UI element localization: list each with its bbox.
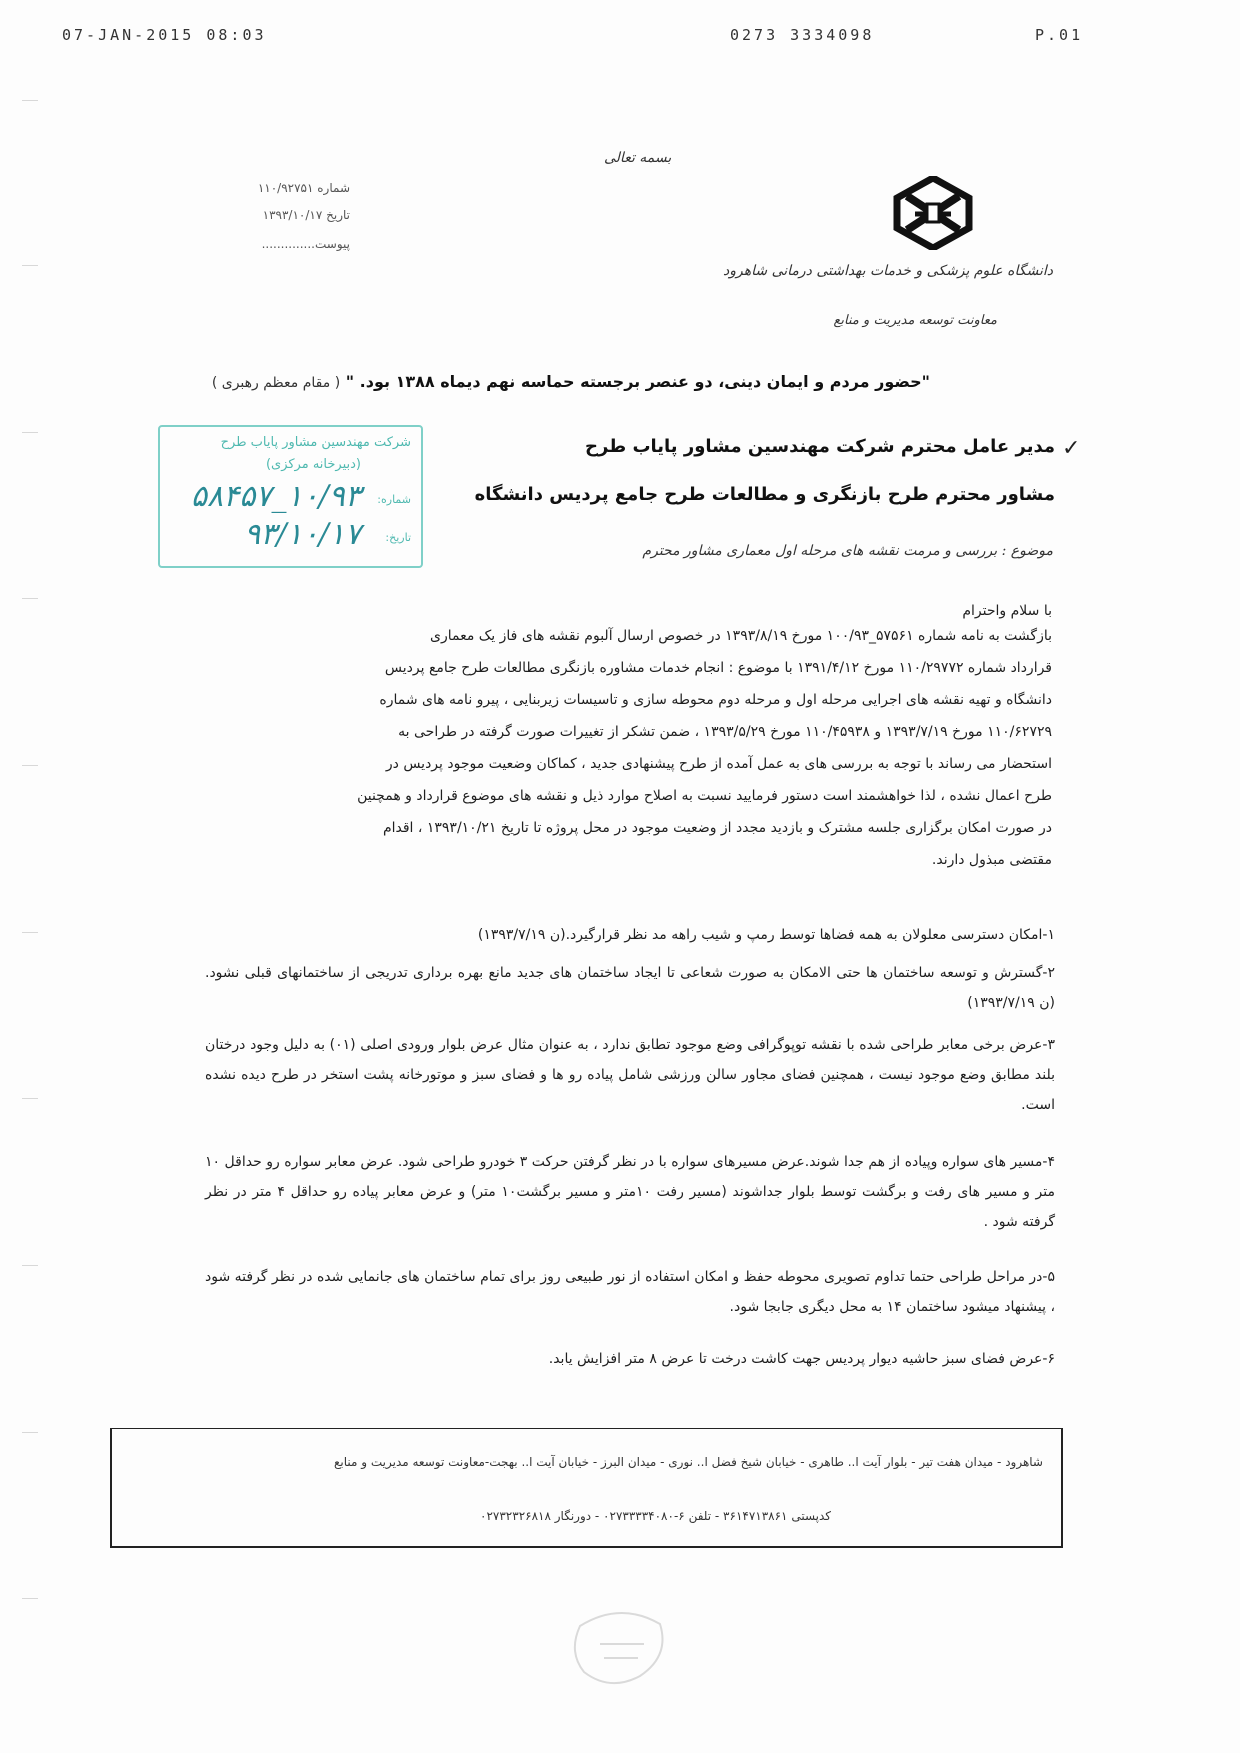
body-line: در صورت امکان برگزاری جلسه مشترک و بازدید مجدد از وضعیت موجود در محل پروژه تا تاریخ ۱۳۹۳/۱۰/۲۱ ، اقدام <box>382 820 1052 836</box>
scan-margin-mark <box>22 265 38 266</box>
fax-phone: 0273 3334098 <box>730 26 875 44</box>
scan-margin-mark <box>22 598 38 599</box>
list-item: ۲-گسترش و توسعه ساختمان ها حتی الامکان به صورت شعاعی تا ایجاد ساختمان های جدید مانع بهره برداری تدریجی از ساختمانهای قبلی نشود. (ن ۱۳۹۳/۷/۱۹) <box>205 965 1055 1011</box>
fax-datetime: 07-JAN-2015 08:03 <box>62 26 267 44</box>
stamp-office: (دبیرخانه مرکزی) <box>265 457 361 472</box>
body-line: استحضار می رساند با توجه به بررسی های به عمل آمده از طرح پیشنهادی جدید ، کماکان وضعیت موجود پردیس در <box>385 756 1052 772</box>
body-paragraph <box>212 620 1052 876</box>
stamp-number-label: شماره: <box>377 493 411 506</box>
letter-attachment: پیوست.............. <box>261 237 350 251</box>
scan-margin-mark <box>22 1098 38 1099</box>
letter-number: شماره ۱۱۰/۹۲۷۵۱ <box>257 181 350 195</box>
received-stamp <box>158 425 423 568</box>
scan-margin-mark <box>22 765 38 766</box>
body-line: مقتضی مبذول دارند. <box>931 852 1052 868</box>
addressee-line-2: مشاور محترم طرح بازنگری و مطالعات طرح جامع پردیس دانشگاه <box>474 484 1055 505</box>
scan-margin-mark <box>22 432 38 433</box>
subject-line: موضوع : بررسی و مرمت نقشه های مرحله اول معماری مشاور محترم <box>642 543 1053 559</box>
leader-quote <box>212 372 930 391</box>
body-line: قرارداد شماره ۱۱۰/۲۹۷۷۲ مورخ ۱۳۹۱/۴/۱۲ با موضوع : انجام خدمات مشاوره بازنگری مطالعات طرح جامع پردیس <box>384 660 1052 676</box>
salutation: با سلام واحترام <box>962 603 1052 619</box>
letter-date: تاریخ ۱۳۹۳/۱۰/۱۷ <box>262 208 350 222</box>
footer-contact: کدپستی ۳۶۱۴۷۱۳۸۶۱ - تلفن ۶-۰۲۷۳۳۳۳۴۰۸۰ - دورنگار ۰۲۷۳۲۳۲۶۸۱۸ <box>480 1509 831 1523</box>
quote-source: ( مقام معظم رهبری ) <box>211 375 341 391</box>
footer-address: شاهرود - میدان هفت تیر - بلوار آیت ا.. طاهری - خیابان شیخ فضل ا.. نوری - میدان البرز - خیابان آیت ا.. بهجت-معاونت توسعه مدیریت و منابع <box>334 1455 1043 1469</box>
body-line: طرح اعمال نشده ، لذا خواهشمند است دستور فرمایید نسبت به اصلاح موارد ذیل و نقشه های موضوع قرارداد و همچنین <box>357 788 1052 804</box>
list-item: ۱-امکان دسترسی معلولان به همه فضاها توسط رمپ و شیب راهه مد نظر قرارگیرد.(ن ۱۳۹۳/۷/۱۹) <box>477 927 1055 943</box>
addressee-line-1: مدیر عامل محترم شرکت مهندسین مشاور پایاب طرح <box>585 436 1055 457</box>
body-line: دانشگاه و تهیه نقشه های اجرایی مرحله اول و مرحله دوم محوطه سازی و تاسیسات زیربنایی ، پیرو نامه های شماره <box>379 692 1052 708</box>
list-item: ۳-عرض برخی معابر طراحی شده با نقشه توپوگرافی وضع موجود تطابق ندارد ، به عنوان مثال عرض بلوار ورودی اصلی (۰۱) به دلیل وجود درختان بلند مطابق وضع موجود نیست ، همچنین فضای مجاور سالن ورزشی شامل پیاده رو ها و فضای سبز و موتورخانه پشت استخر در طرح دیده نشده است. <box>205 1037 1055 1113</box>
scan-margin-mark <box>22 932 38 933</box>
quote-text: "حضور مردم و ایمان دینی، دو عنصر برجسته حماسه نهم دیماه ۱۳۸۸ بود. " <box>345 372 930 391</box>
stamp-date-label: تاریخ: <box>385 531 411 544</box>
stamp-number: ۱۰/۹۳_۵۸۴۵۷ <box>190 479 361 514</box>
checkmark-icon: ✓ <box>1062 436 1081 461</box>
basmala: بسمه تعالی <box>604 150 672 166</box>
university-department: معاونت توسعه مدیریت و منابع <box>833 313 997 328</box>
university-name: دانشگاه علوم پزشکی و خدمات بهداشتی درمانی شاهرود <box>723 263 1053 279</box>
scan-margin-mark <box>22 1432 38 1433</box>
university-logo <box>893 176 973 250</box>
list-item: ۶-عرض فضای سبز حاشیه دیوار پردیس جهت کاشت درخت تا عرض ۸ متر افزایش یابد. <box>548 1351 1055 1367</box>
stamp-date: ۹۳/۱۰/۱۷ <box>244 517 361 552</box>
scan-margin-mark <box>22 1598 38 1599</box>
scan-bleed-mark <box>560 1596 680 1706</box>
scan-margin-mark <box>22 100 38 101</box>
fax-page-number: P.01 <box>1035 26 1084 44</box>
body-line: بازگشت به نامه شماره ۵۷۵۶۱_۱۰۰/۹۳ مورخ ۱۳۹۳/۸/۱۹ در خصوص ارسال آلبوم نقشه های فاز یک معماری <box>430 628 1052 644</box>
list-item: ۴-مسیر های سواره وپیاده از هم جدا شوند.عرض مسیرهای سواره با در نظر گرفتن حرکت ۳ خودرو طراحی شود. عرض معابر سواره رو حداقل ۱۰ متر و مسیر های رفت و برگشت توسط بلوار جداشوند (مسیر رفت ۱۰متر و مسیر برگشت۱۰ متر) و عرض معابر پیاده رو حداقل ۴ متر در نظر گرفته شود . <box>205 1154 1055 1230</box>
list-item: ۵-در مراحل طراحی حتما تداوم تصویری محوطه حفظ و امکان استفاده از نور طبیعی روز برای تمام ساختمان های جانمایی شده در نظر گرفته شود ، پیشنهاد میشود ساختمان ۱۴ به محل دیگری جابجا شود. <box>205 1269 1055 1315</box>
stamp-company: شرکت مهندسین مشاور پایاب طرح <box>220 435 411 450</box>
scan-margin-mark <box>22 1265 38 1266</box>
body-line: ۱۱۰/۶۲۷۲۹ مورخ ۱۳۹۳/۷/۱۹ و ۱۱۰/۴۵۹۳۸ مورخ ۱۳۹۳/۵/۲۹ ، ضمن تشکر از تغییرات صورت گرفته در طراحی به <box>398 724 1052 740</box>
footer-address-box <box>110 1428 1063 1548</box>
